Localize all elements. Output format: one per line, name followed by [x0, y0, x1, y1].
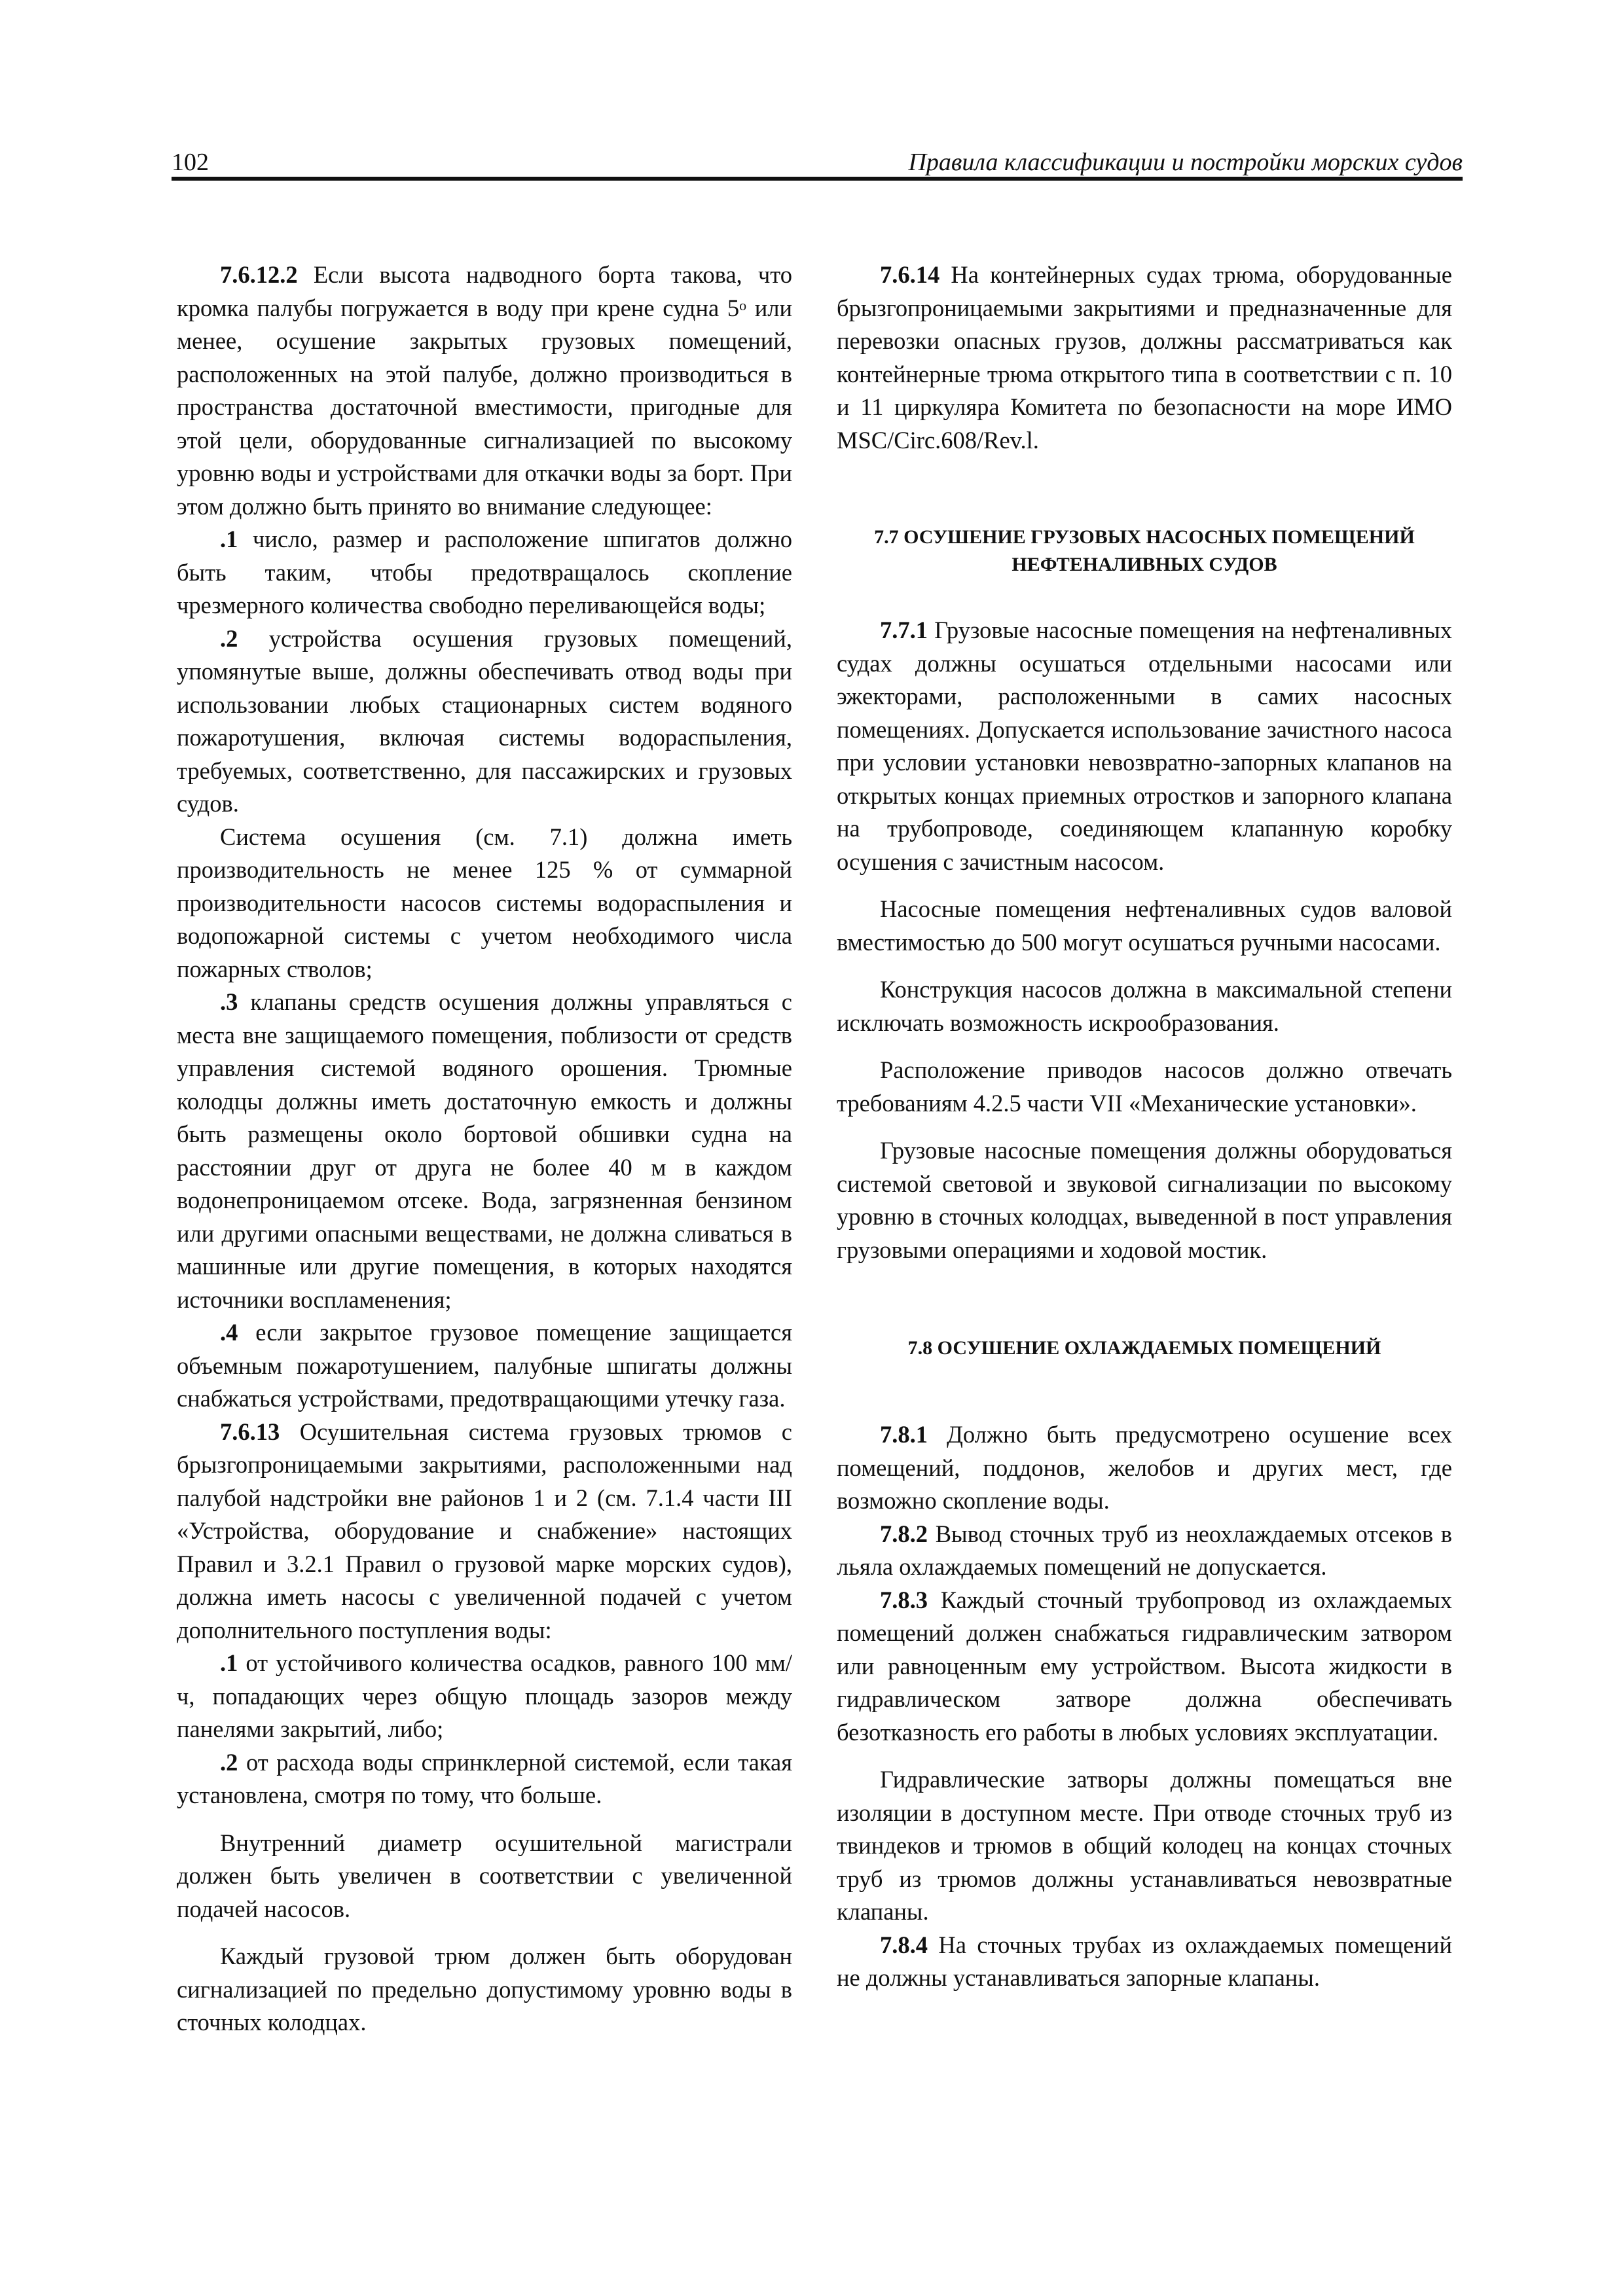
paragraph: Гидравлические затворы должны помещаться вне изоляции в доступном месте. При отводе сточных труб из твиндеков и трюмов в общий колодец на концах сточных труб из трюмов должны устанавливаться невозвратные клапаны.	[837, 1766, 1452, 1925]
paragraph-7-6-14: 7.6.14 На контейнерных судах трюма, оборудованные брызгопроницаемыми закрытиями и предназначенные для перевозки опасных грузов, должны рассматриваться как контейнерные трюма открытого типа в соответствии с п. 10 и 11 циркуляра Комитета по безопасности на море ИМО MSC/Circ.608/Rev.l.	[837, 261, 1452, 454]
degree-mark: о	[739, 296, 747, 314]
paragraph: Система осушения (см. 7.1) должна иметь производительность не менее 125 % от суммарной производительности насосов системы водораспыления и водопожарной системы с учетом необходимого числа пожарных стволов;	[177, 823, 792, 982]
clause-number: 7.7.1	[880, 617, 928, 643]
paragraph-7-6-13: 7.6.13 Осушительная система грузовых трюмов с брызгопроницаемыми закрытиями, расположенными над палубой надстройки вне районов 1 и 2 (см. 7.1.4 части III «Устройства, оборудование и снабжение» настоящих Правил и 3.2.1 Правил о грузовой марке морских судов), должна иметь насосы с увеличенной подачей с учетом дополнительного поступления воды:	[177, 1418, 792, 1643]
section-heading-7-7: 7.7 ОСУШЕНИЕ ГРУЗОВЫХ НАСОСНЫХ ПОМЕЩЕНИЙ НЕФТЕНАЛИВНЫХ СУДОВ	[874, 526, 1415, 575]
list-item: .2 устройства осушения грузовых помещений, упомянутые выше, должны обеспечивать отвод воды при использовании любых стационарных систем водяного пожаротушения, включая системы водораспыления, требуемых, соответственно, для пассажирских и грузовых судов.	[177, 624, 792, 817]
left-column	[177, 259, 792, 2039]
paragraph-7-8-3: 7.8.3 Каждый сточный трубопровод из охлаждаемых помещений должен снабжаться гидравлическим затвором или равноценным ему устройством. Высота жидкости в гидравлическом затворе должна обеспечивать безотказность его работы в любых условиях эксплуатации.	[837, 1586, 1452, 1746]
list-item: .4 если закрытое грузовое помещение защищается объемным пожаротушением, палубные шпигаты должны снабжаться устройствами, предотвращающими утечку газа.	[177, 1319, 792, 1412]
clause-number: 7.6.13	[220, 1418, 280, 1445]
clause-number: 7.8.3	[880, 1586, 928, 1613]
paragraph: Грузовые насосные помещения должны оборудоваться системой световой и звуковой сигнализации по высокому уровню в сточных колодцах, выведенной в пост управления грузовыми операциями и ходовой мостик.	[837, 1137, 1452, 1263]
paragraph-7-6-12-2: 7.6.12.2 Если высота надводного борта такова, что кромка палубы погружается в воду при крене судна $5^о$ или менее, осушение закрытых грузовых помещений, расположенных на этой палубе, должно производиться в пространства достаточной вместимости, пригодные для этой цели, оборудованные сигнализацией по высокому уровню воды и устройствами для откачки воды за борт. При этом должно быть принято во внимание следующее:	[177, 261, 792, 520]
clause-number: 7.6.12.2	[220, 261, 298, 288]
paragraph-7-8-1: 7.8.1 Должно быть предусмотрено осушение всех помещений, поддонов, желобов и других мест, где возможно скопление воды.	[837, 1421, 1452, 1514]
paragraph-7-8-2: 7.8.2 Вывод сточных труб из неохлаждаемых отсеков в льяла охлаждаемых помещений не допускается.	[837, 1520, 1452, 1580]
right-column	[837, 259, 1452, 1995]
header-rule	[172, 177, 1463, 181]
list-item: .1 число, размер и расположение шпигатов должно быть таким, чтобы предотвращалось скопление чрезмерного количества свободно переливающейся воды;	[177, 526, 792, 619]
list-item: .1 от устойчивого количества осадков, равного 100 мм/ч, попадающих через общую площадь зазоров между панелями закрытий, либо;	[177, 1649, 792, 1742]
clause-number: 7.8.2	[880, 1520, 928, 1547]
running-title: Правила классификации и постройки морских судов	[908, 149, 1463, 176]
list-item: .2 от расхода воды спринклерной системой, если такая установлена, смотря по тому, что больше.	[177, 1748, 792, 1808]
clause-number: 7.8.1	[880, 1421, 928, 1448]
clause-number: 7.6.14	[880, 261, 940, 288]
paragraph-7-8-4: 7.8.4 На сточных трубах из охлаждаемых помещений не должны устанавливаться запорные клапаны.	[837, 1931, 1452, 1991]
paragraph: Конструкция насосов должна в максимальной степени исключать возможность искрообразования.	[837, 976, 1452, 1036]
clause-number: 7.8.4	[880, 1931, 928, 1958]
section-heading-7-8: 7.8 ОСУШЕНИЕ ОХЛАЖДАЕМЫХ ПОМЕЩЕНИЙ	[907, 1337, 1381, 1359]
page-number: 102	[172, 149, 209, 176]
page-header	[172, 145, 1463, 179]
list-item: .3 клапаны средств осушения должны управляться с места вне защищаемого помещения, поблизости от средств управления системой водяного орошения. Трюмные колодцы должны иметь достаточную емкость и должны быть размещены около бортовой обшивки судна на расстоянии друг от друга не более 40 м в каждом водонепроницаемом отсеке. Вода, загрязненная бензином или другими опасными веществами, не должна сливаться в машинные или другие помещения, в которых находятся источники воспламенения;	[177, 988, 792, 1313]
paragraph: Внутренний диаметр осушительной магистрали должен быть увеличен в соответствии с увеличенной подачей насосов.	[177, 1829, 792, 1922]
paragraph: Насосные помещения нефтеналивных судов валовой вместимостью до 500 могут осушаться ручными насосами.	[837, 895, 1452, 956]
paragraph-7-7-1: 7.7.1 Грузовые насосные помещения на нефтеналивных судах должны осушаться отдельными насосами или эжекторами, расположенными в самих насосных помещениях. Допускается использование зачистного насоса при условии установки невозвратно-запорных клапанов на открытых концах приемных отростков и запорного клапана на трубопроводе, соединяющем клапанную коробку осушения с зачистным насосом.	[837, 617, 1452, 875]
paragraph: Расположение приводов насосов должно отвечать требованиям 4.2.5 части VII «Механические установки».	[837, 1056, 1452, 1117]
paragraph: Каждый грузовой трюм должен быть оборудован сигнализацией по предельно допустимому уровню воды в сточных колодцах.	[177, 1943, 792, 2036]
